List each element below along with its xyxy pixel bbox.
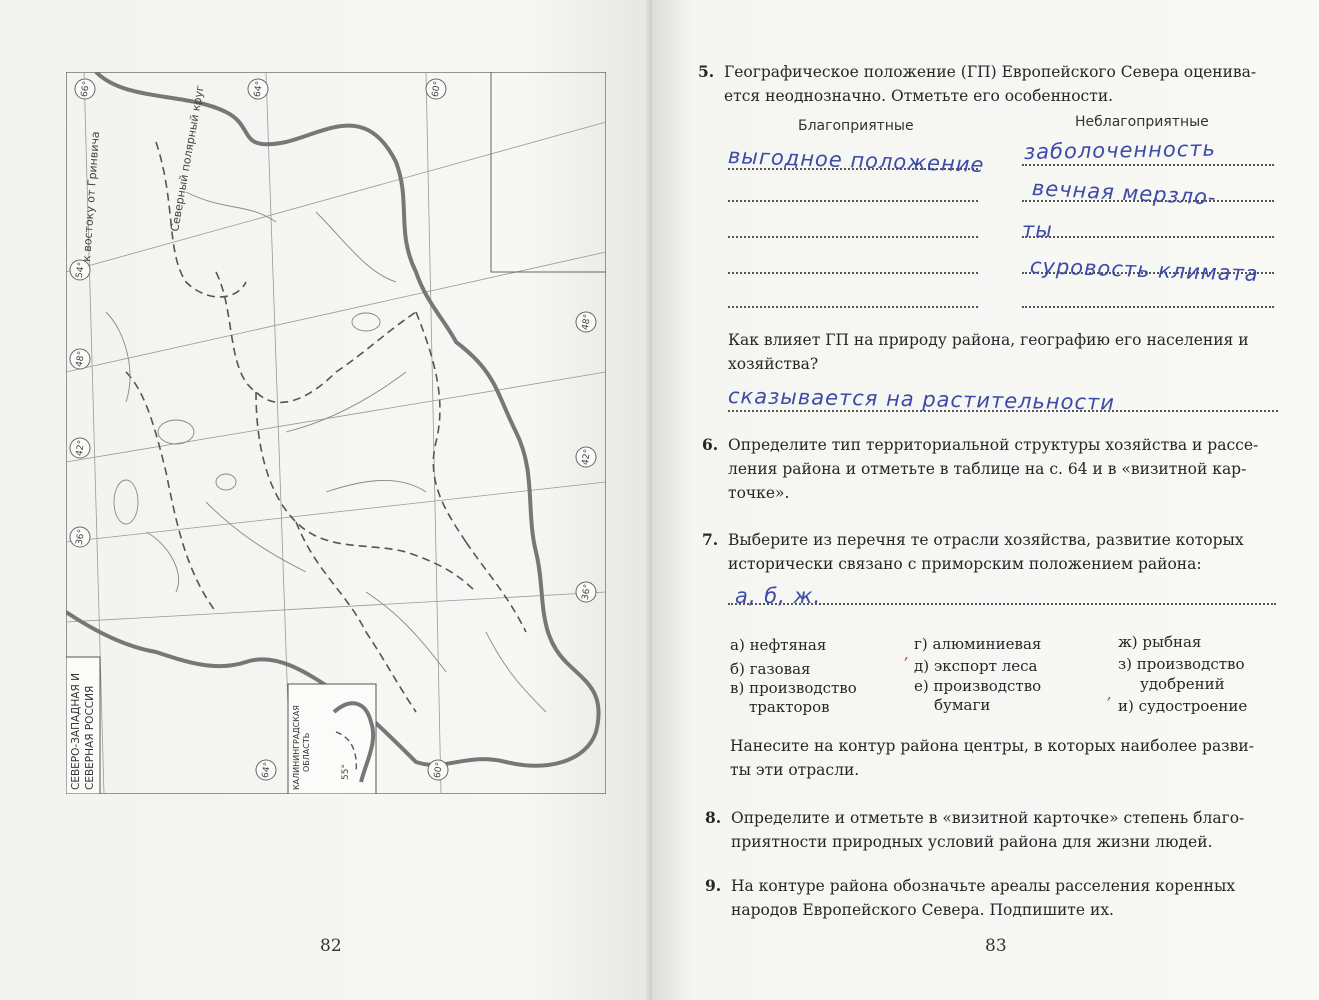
inset-caption-line2: ОБЛАСТЬ <box>302 732 311 772</box>
question-text: ется неоднозначно. Отметьте его особенности. <box>724 87 1114 105</box>
arctic-circle-note: Северный полярный круг <box>168 84 207 233</box>
meridian-label: 42° <box>74 439 88 457</box>
meridian-label: 64° <box>260 761 274 779</box>
option-a: а) нефтяная <box>730 636 827 654</box>
question-5 <box>698 60 1279 108</box>
option-b: б) газовая <box>730 660 811 678</box>
answer-line[interactable] <box>1022 164 1274 166</box>
handwritten-unfavorable-4: суровость климата <box>1029 254 1260 286</box>
question-text: Выберите из перечня те отрасли хозяйства, развитие которых <box>728 531 1244 549</box>
page-number-right: 83 <box>985 936 1007 956</box>
meridian-label: 66° <box>79 80 93 98</box>
option-e-cont: бумаги <box>934 696 991 714</box>
question-text: ления района и отметьте в таблице на с. 64 и в «визитной кар- <box>728 460 1247 478</box>
answer-line[interactable] <box>728 200 978 202</box>
question-text: исторически связано с приморским положением района: <box>728 555 1202 573</box>
greenwich-note: к востоку от Гринвича <box>80 130 103 263</box>
contour-map <box>66 72 606 794</box>
option-d: д) экспорт леса <box>914 657 1038 675</box>
column-favorable: Благоприятные <box>798 118 914 134</box>
question-7 <box>702 528 1283 576</box>
handwritten-answer-q7: а, б, ж. <box>735 584 822 608</box>
option-v: в) производство <box>730 679 857 697</box>
question-number: 8. <box>705 808 722 827</box>
meridian-label: 48° <box>74 350 88 368</box>
question-5-part2 <box>728 328 1283 376</box>
handwritten-unfavorable-1: заболоченность <box>1023 136 1217 164</box>
question-number: 6. <box>702 435 719 454</box>
answer-line[interactable] <box>728 306 978 308</box>
question-text: народов Европейского Севера. Подпишите их. <box>731 901 1114 919</box>
handwritten-unfavorable-3: ты <box>1022 218 1053 242</box>
question-number: 9. <box>705 876 722 895</box>
question-7-follow <box>730 734 1282 782</box>
question-text: На контуре района обозначьте ареалы расселения коренных <box>731 877 1236 895</box>
meridian-label: 60° <box>432 761 446 779</box>
meridian-label: 64° <box>252 80 266 98</box>
handwritten-favorable-1: выгодное положение <box>727 144 985 177</box>
answer-line[interactable] <box>1022 306 1274 308</box>
option-i: и) судостроение <box>1118 697 1248 715</box>
question-number: 5. <box>698 62 715 81</box>
answer-line[interactable] <box>728 236 978 238</box>
question-text: Нанесите на контур района центры, в которых наиболее разви- <box>730 737 1254 755</box>
option-e: е) производство <box>914 677 1042 695</box>
question-8 <box>705 806 1283 854</box>
meridian-label: 55° <box>341 764 351 780</box>
question-text: приятности природных условий района для жизни людей. <box>731 833 1213 851</box>
option-zh: ж) рыбная <box>1118 633 1202 651</box>
question-text: хозяйства? <box>728 355 819 373</box>
option-v-cont: тракторов <box>749 698 830 716</box>
inset-caption-line1: КАЛИНИНГРАДСКАЯ <box>292 705 301 790</box>
question-6 <box>702 433 1283 505</box>
question-text: Географическое положение (ГП) Европейского Севера оценива- <box>724 63 1257 81</box>
map-svg <box>66 72 606 794</box>
option-z-cont: удобрений <box>1140 675 1225 693</box>
handwritten-answer-q5: сказывается на растительности <box>727 384 1116 415</box>
meridian-label: 36° <box>74 528 88 546</box>
answer-line[interactable] <box>1022 236 1274 238</box>
meridian-label: 42° <box>580 448 594 466</box>
column-unfavorable: Неблагоприятные <box>1075 114 1209 130</box>
question-text: Определите тип территориальной структуры хозяйства и рассе- <box>728 436 1259 454</box>
option-g: г) алюминиевая <box>914 635 1042 653</box>
meridian-label: 36° <box>580 583 594 601</box>
region-caption-line2: СЕВЕРНАЯ РОССИЯ <box>84 685 96 790</box>
left-page <box>0 0 652 1000</box>
red-check-mark: ʼ <box>1106 694 1111 712</box>
option-z: з) производство <box>1118 655 1245 673</box>
handwritten-unfavorable-2: вечная мерзло- <box>1031 176 1218 210</box>
answer-line[interactable] <box>728 272 978 274</box>
question-text: точке». <box>728 484 790 502</box>
region-caption-line1: СЕВЕРО-ЗАПАДНАЯ И <box>70 673 82 790</box>
question-text: ты эти отрасли. <box>730 761 860 779</box>
question-text: Как влияет ГП на природу района, географию его населения и <box>728 331 1249 349</box>
page-number-left: 82 <box>320 936 342 956</box>
meridian-label: 54° <box>74 261 88 279</box>
meridian-label: 48° <box>580 313 594 331</box>
meridian-label: 60° <box>430 80 444 98</box>
question-text: Определите и отметьте в «визитной карточке» степень благо- <box>731 809 1245 827</box>
question-number: 7. <box>702 530 719 549</box>
red-check-mark: ʼ <box>903 654 908 672</box>
question-9 <box>705 874 1283 922</box>
